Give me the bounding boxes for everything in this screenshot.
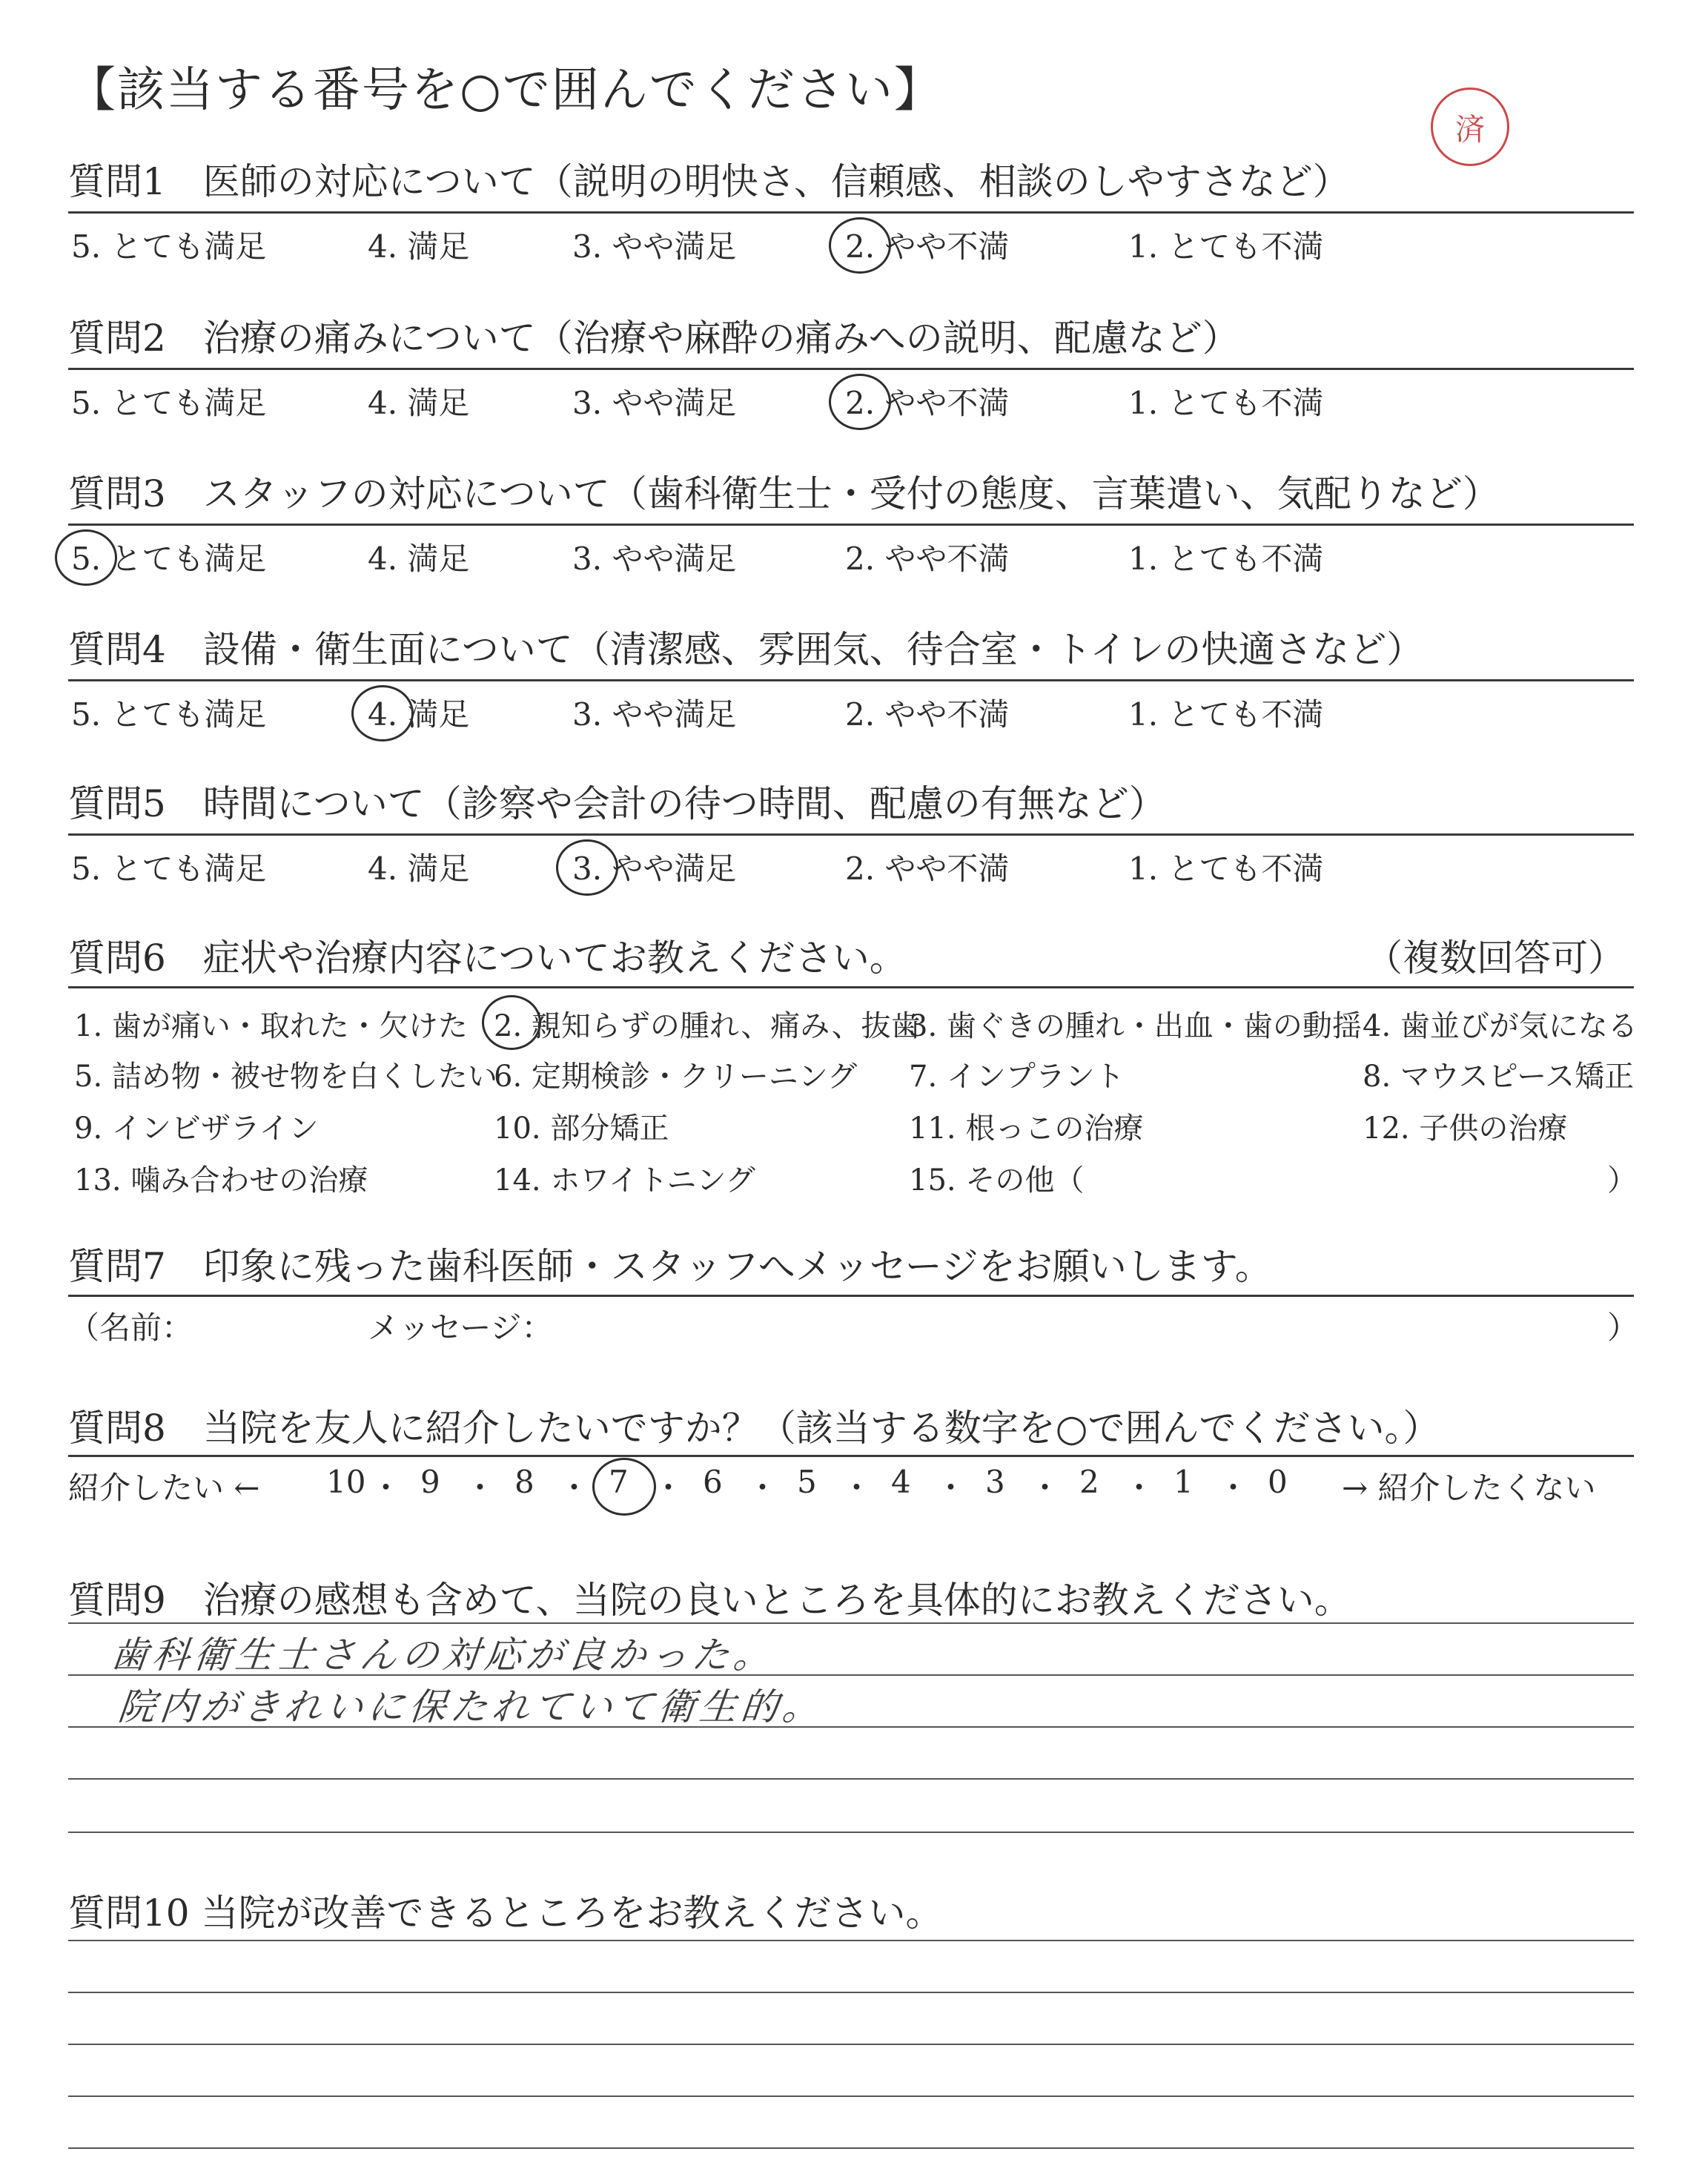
q6-option[interactable]: 11. 根っこの治療 bbox=[909, 1112, 1144, 1146]
q8-number[interactable]: 2 bbox=[1079, 1464, 1099, 1500]
q6-option[interactable]: 14. ホワイトニング bbox=[494, 1163, 755, 1198]
q10-line bbox=[68, 1940, 1634, 1941]
q8-number[interactable]: 0 bbox=[1268, 1464, 1288, 1500]
rating-option[interactable]: 2. やや不満 bbox=[845, 541, 1010, 577]
q8-number[interactable]: 6 bbox=[703, 1464, 723, 1500]
q7-message-label: メッセージ： bbox=[368, 1309, 553, 1346]
rating-option[interactable]: 2. やや不満 bbox=[845, 851, 1010, 887]
rating-option[interactable]: 2. やや不満 bbox=[845, 696, 1010, 733]
rating-option[interactable]: 5. とても満足 bbox=[71, 696, 267, 733]
selection-circle bbox=[829, 217, 891, 274]
rating-option[interactable]: 1. とても不満 bbox=[1128, 541, 1324, 577]
question-title: 質問3 スタッフの対応について（歯科衛生士・受付の態度、言葉遣い、気配りなど） bbox=[68, 472, 1500, 515]
question-rule bbox=[68, 679, 1634, 681]
q7-name-label: （名前： bbox=[68, 1309, 193, 1346]
q8-right-label: → 紹介したくない bbox=[1342, 1470, 1596, 1506]
q6-option[interactable]: 2. 親知らずの腫れ、痛み、抜歯 bbox=[494, 1009, 921, 1043]
q8-separator: ・ bbox=[841, 1470, 873, 1506]
page-title: 【該当する番号を○で囲んでください】 bbox=[68, 63, 943, 118]
rating-option[interactable]: 1. とても不満 bbox=[1128, 228, 1324, 265]
q8-number[interactable]: 7 bbox=[609, 1464, 629, 1500]
rating-option[interactable]: 4. 満足 bbox=[368, 385, 470, 421]
selection-circle bbox=[351, 685, 414, 742]
q6-option[interactable]: 10. 部分矯正 bbox=[494, 1112, 669, 1146]
q6-title: 質問6 症状や治療内容についてお教えください。 bbox=[68, 937, 907, 980]
rating-option[interactable]: 5. とても満足 bbox=[71, 385, 267, 421]
rating-option[interactable]: 3. やや満足 bbox=[572, 385, 737, 421]
q8-separator: ・ bbox=[370, 1470, 402, 1506]
q8-number[interactable]: 10 bbox=[326, 1464, 366, 1500]
question-rule bbox=[68, 833, 1634, 836]
q8-number[interactable]: 4 bbox=[891, 1464, 911, 1500]
q10-line bbox=[68, 2044, 1634, 2045]
q8-separator: ・ bbox=[652, 1470, 684, 1506]
selection-circle bbox=[556, 839, 618, 896]
q8-separator: ・ bbox=[747, 1470, 778, 1506]
q6-option[interactable]: 3. 歯ぐきの腫れ・出血・歯の動揺 bbox=[909, 1009, 1362, 1043]
q9-answer-line: 歯科衛生士さんの対応が良かった。 bbox=[108, 1634, 778, 1677]
question-title: 質問1 医師の対応について（説明の明快さ、信頼感、相談のしやすさなど） bbox=[68, 160, 1350, 203]
q8-rule bbox=[68, 1455, 1634, 1457]
selection-circle bbox=[829, 374, 891, 430]
rating-option[interactable]: 1. とても不満 bbox=[1128, 385, 1324, 421]
q6-note: （複数回答可） bbox=[1366, 937, 1625, 980]
seal-stamp: 済 bbox=[1431, 87, 1509, 166]
q8-number[interactable]: 9 bbox=[420, 1464, 440, 1500]
rating-option[interactable]: 4. 満足 bbox=[368, 228, 470, 265]
rating-option[interactable]: 2. やや不満 bbox=[845, 385, 1010, 421]
q8-separator: ・ bbox=[1123, 1470, 1155, 1506]
q10-line bbox=[68, 2095, 1634, 2097]
q6-option[interactable]: 1. 歯が痛い・取れた・欠けた bbox=[74, 1009, 468, 1043]
selection-circle bbox=[482, 995, 541, 1050]
rating-option[interactable]: 1. とても不満 bbox=[1128, 696, 1324, 733]
q9-title: 質問9 治療の感想も含めて、当院の良いところを具体的にお教えください。 bbox=[68, 1579, 1351, 1622]
q9-answer-line: 院内がきれいに保たれていて衛生的。 bbox=[116, 1685, 827, 1728]
q9-line bbox=[68, 1622, 1634, 1624]
rating-option[interactable]: 5. とても満足 bbox=[71, 228, 267, 265]
selection-circle bbox=[55, 529, 117, 586]
q7-close: ） bbox=[1607, 1309, 1639, 1346]
rating-option[interactable]: 5. とても満足 bbox=[71, 851, 267, 887]
question-rule bbox=[68, 368, 1634, 370]
q8-number[interactable]: 3 bbox=[985, 1464, 1005, 1500]
rating-option[interactable]: 5. とても満足 bbox=[71, 541, 267, 577]
q6-option[interactable]: 13. 噛み合わせの治療 bbox=[74, 1163, 368, 1198]
selection-circle bbox=[592, 1458, 656, 1516]
rating-option[interactable]: 3. やや満足 bbox=[572, 851, 737, 887]
rating-option[interactable]: 2. やや不満 bbox=[845, 228, 1010, 265]
rating-option[interactable]: 4. 満足 bbox=[368, 851, 470, 887]
rating-option[interactable]: 3. やや満足 bbox=[572, 541, 737, 577]
q9-line bbox=[68, 1832, 1634, 1833]
rating-option[interactable]: 4. 満足 bbox=[368, 541, 470, 577]
q8-separator: ・ bbox=[558, 1470, 590, 1506]
question-title: 質問5 時間について（診察や会計の待つ時間、配慮の有無など） bbox=[68, 782, 1166, 825]
q8-left-label: 紹介したい ← bbox=[68, 1470, 260, 1506]
q10-title: 質問10 当院が改善できるところをお教えください。 bbox=[68, 1892, 943, 1935]
q8-separator: ・ bbox=[935, 1470, 967, 1506]
q7-title: 質問7 印象に残った歯科医師・スタッフへメッセージをお願いします。 bbox=[68, 1245, 1272, 1288]
q10-line bbox=[68, 1992, 1634, 1993]
question-title: 質問2 治療の痛みについて（治療や麻酔の痛みへの説明、配慮など） bbox=[68, 317, 1239, 360]
q8-number[interactable]: 8 bbox=[514, 1464, 534, 1500]
q6-option[interactable]: 15. その他（ bbox=[909, 1163, 1085, 1198]
q6-option[interactable]: 12. 子供の治療 bbox=[1363, 1112, 1568, 1146]
q6-option[interactable]: ） bbox=[1607, 1163, 1637, 1198]
q6-rule bbox=[68, 986, 1634, 988]
q6-option[interactable]: 5. 詰め物・被せ物を白くしたい bbox=[74, 1060, 497, 1094]
question-rule bbox=[68, 524, 1634, 526]
q6-option[interactable]: 6. 定期検診・クリーニング bbox=[494, 1060, 858, 1094]
rating-option[interactable]: 3. やや満足 bbox=[572, 696, 737, 733]
q8-number[interactable]: 1 bbox=[1174, 1464, 1194, 1500]
q7-rule bbox=[68, 1295, 1634, 1297]
q8-separator: ・ bbox=[1029, 1470, 1061, 1506]
q8-separator: ・ bbox=[1217, 1470, 1249, 1506]
q6-option[interactable]: 8. マウスピース矯正 bbox=[1363, 1060, 1635, 1094]
q8-title: 質問8 当院を友人に紹介したいですか？（該当する数字を○で囲んでください。） bbox=[68, 1407, 1440, 1450]
rating-option[interactable]: 3. やや満足 bbox=[572, 228, 737, 265]
question-title: 質問4 設備・衛生面について（清潔感、雰囲気、待合室・トイレの快適さなど） bbox=[68, 628, 1424, 671]
q6-option[interactable]: 9. インビザライン bbox=[74, 1112, 319, 1146]
q9-line bbox=[68, 1778, 1634, 1780]
q6-option[interactable]: 7. インプラント bbox=[909, 1060, 1125, 1094]
q8-number[interactable]: 5 bbox=[797, 1464, 817, 1500]
rating-option[interactable]: 4. 満足 bbox=[368, 696, 470, 733]
question-rule bbox=[68, 211, 1634, 214]
q10-line bbox=[68, 2147, 1634, 2149]
q8-separator: ・ bbox=[464, 1470, 496, 1506]
rating-option[interactable]: 1. とても不満 bbox=[1128, 851, 1324, 887]
q6-option[interactable]: 4. 歯並びが気になる bbox=[1363, 1009, 1638, 1043]
